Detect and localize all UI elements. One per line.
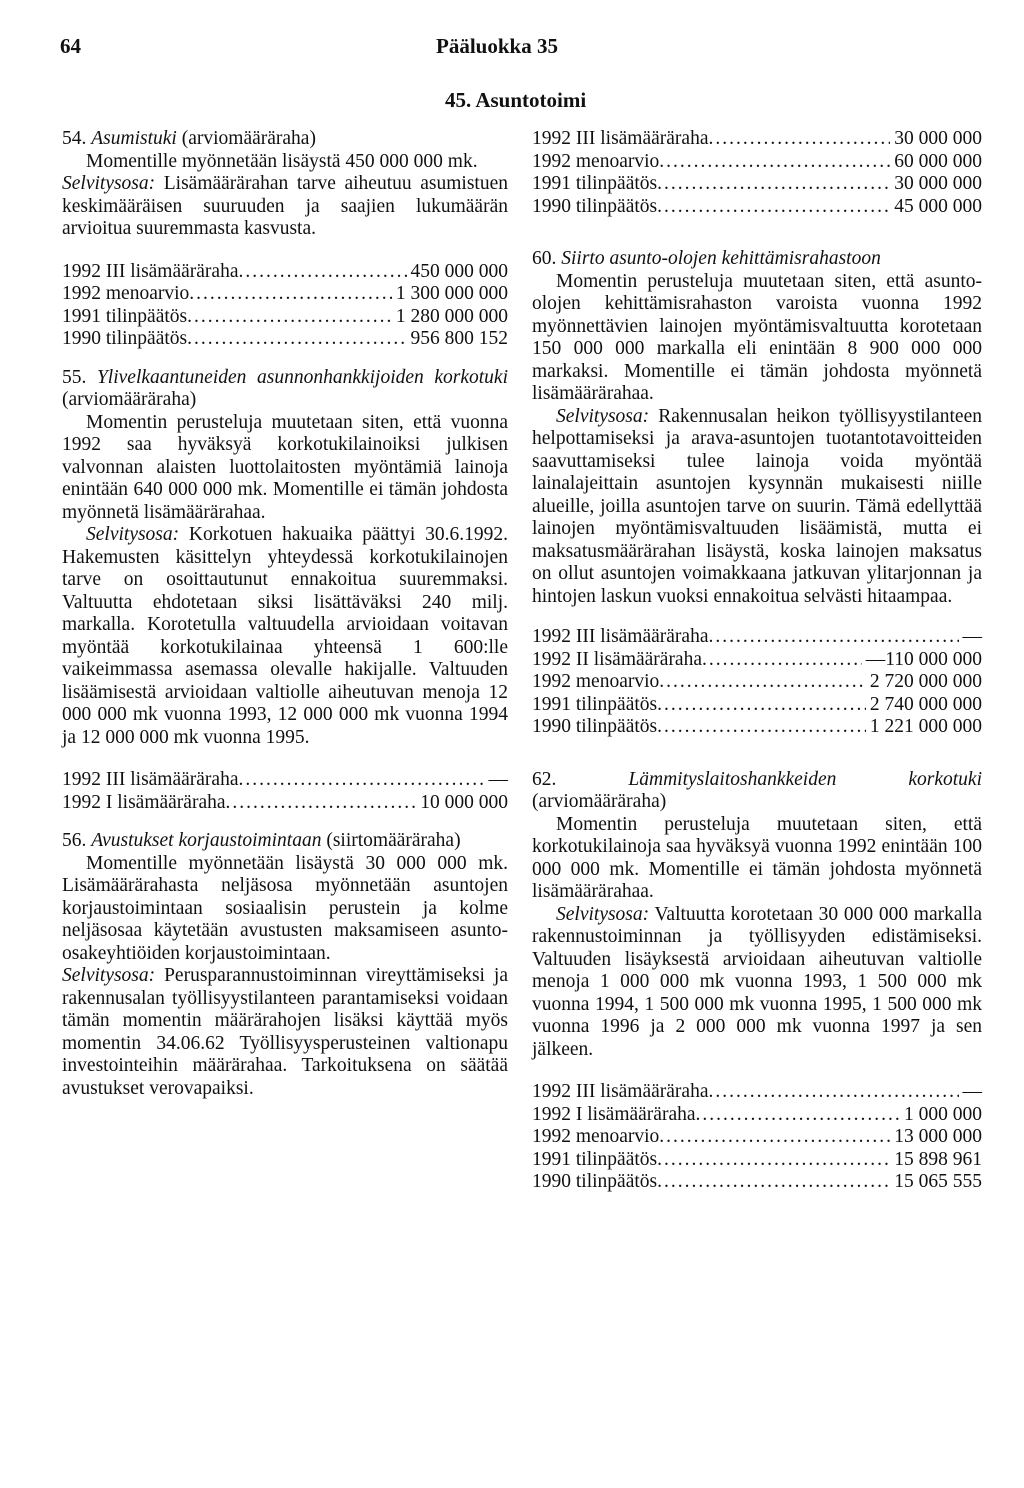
item-number: 62.	[532, 768, 557, 790]
finance-value: —	[962, 626, 982, 647]
finance-value: 2 740 000 000	[869, 693, 982, 715]
item-number: 56.	[62, 830, 87, 851]
finance-label: 1990 tilinpäätös	[62, 328, 188, 349]
finance-row	[62, 283, 508, 306]
finance-label: 1990 tilinpäätös	[532, 1171, 658, 1192]
finance-row	[532, 1171, 982, 1194]
finance-value: 30 000 000	[894, 128, 982, 149]
selvitys-label: Selvitysosa:	[62, 965, 156, 986]
finance-table	[532, 1081, 982, 1194]
item-number: 54.	[62, 128, 87, 149]
finance-row	[532, 128, 982, 151]
main-class-heading: Pääluokka 35	[436, 34, 558, 58]
finance-label: 1991 tilinpäätös	[62, 305, 188, 327]
dot-leader	[657, 1149, 890, 1172]
finance-label: 1991 tilinpäätös	[532, 173, 658, 194]
finance-label: 1992 menoarvio	[532, 671, 660, 692]
finance-label: 1992 III lisämääräraha	[62, 769, 239, 790]
finance-value: 1 300 000 000	[395, 283, 508, 304]
finance-value: 15 898 961	[894, 1148, 982, 1170]
finance-value: 13 000 000	[894, 1126, 982, 1147]
selvitys-text: Korkotuen hakuaika päättyi 30.6.1992. Hakemusten käsittelyn yhteydessä korkotukilainojen tarve on osoittautunut ennakoitua suuremmaksi. Valtuutta ehdotetaan siksi lisättäväksi 240 milj. markalla. Korotetulla valtuudella arvioidaan voitavan myöntää korkotukilainaa yhteensä 1 600:lle vaikeimmassa asemassa olevalle hakijalle. Valtuuden lisäämisestä arvioidaan valtiolle aiheutuvan menoja 12 000 000 mk vuonna 1993, 12 000 000 mk vuonna 1994 ja 12 000 000 mk vuonna 1995.	[62, 524, 508, 748]
finance-row	[532, 173, 982, 196]
finance-row	[532, 716, 982, 739]
dot-leader	[657, 173, 890, 196]
finance-label: 1992 III lisämääräraha	[62, 260, 239, 282]
item-56-text: Momentille myönnetään lisäystä 30 000 000 mk. Lisämäärärahasta neljäsosa myönnetään asuntojen korjaustoimintaan sosiaalisin perustein ja kolme neljäsosaa käytetään avustusten maksamiseen asunto-osakeyhtiöiden korjaustoimintaan.	[62, 852, 508, 964]
item-56-selvitys	[62, 965, 508, 1100]
finance-value: 45 000 000	[894, 195, 982, 217]
item-title: Lämmityslaitoshankkeiden korkotuki	[628, 768, 983, 790]
finance-label: 1991 tilinpäätös	[532, 1148, 658, 1170]
selvitys-text: Perusparannustoiminnan vireyttämiseksi ja rakennusalan työllisyystilanteen parantamiseksi voidaan tämän momentin määrärahojen lisäksi käyttää myös momentin 34.06.62 Työllisyysperusteinen valtionapu investointeihin määrärahaa. Tarkoituksena on säätää avustukset verovapaiksi.	[62, 965, 508, 1099]
finance-table	[532, 626, 982, 739]
finance-row	[532, 151, 982, 174]
finance-row	[532, 649, 982, 672]
selvitys-text: Valtuutta korotetaan 30 000 000 markalla rakennustoiminnan ja työllisyyden edistämiseksi. Valtuuden lisäyksestä arvioidaan aiheutuvan valtiolle menoja 1 000 000 mk vuonna 1993, 1 500 000 mk vuonna 1994, 1 500 000 mk vuonna 1995, 1 500 000 mk vuonna 1996 ja 2 000 000 mk vuonna 1997 ja sen jälkeen.	[532, 903, 982, 1060]
finance-row	[62, 306, 508, 329]
finance-value: 956 800 152	[410, 328, 508, 349]
dot-leader	[239, 769, 485, 792]
dot-leader	[696, 1104, 900, 1127]
dot-leader	[702, 649, 862, 672]
dot-leader	[657, 1171, 890, 1194]
item-60	[532, 248, 982, 739]
finance-label: 1992 III lisämääräraha	[532, 626, 709, 647]
item-62-heading	[532, 769, 982, 814]
dot-leader	[187, 306, 392, 329]
item-56-heading	[62, 830, 508, 853]
finance-value: 1 221 000 000	[869, 716, 982, 737]
item-62	[532, 769, 982, 1194]
section-heading: 45. Asuntotoimi	[445, 88, 587, 112]
finance-label: 1990 tilinpäätös	[532, 195, 658, 217]
dot-leader	[709, 626, 959, 649]
selvitys-label: Selvitysosa:	[62, 173, 156, 194]
item-60-text: Momentin perusteluja muutetaan siten, että asunto-olojen kehittämisrahaston varoista vuonna 1992 myönnettävien lainojen myöntämisvaltuutta korotetaan 150 000 000 markalla eli enintään 8 900 000 000 markaksi. Momentille ei tämän johdosta myönnetä lisämäärärahaa.	[532, 270, 982, 404]
finance-row	[62, 261, 508, 284]
item-title: Siirto asunto-olojen kehittämisrahastoon	[561, 248, 881, 269]
dot-leader	[709, 128, 891, 151]
finance-value: 10 000 000	[420, 791, 508, 813]
finance-row	[532, 1126, 982, 1149]
item-title: Avustukset korjaustoimintaan	[91, 830, 322, 851]
selvitys-label: Selvitysosa:	[86, 524, 180, 545]
item-55	[62, 367, 508, 815]
item-60-heading	[532, 248, 982, 271]
selvitys-label: Selvitysosa:	[556, 903, 650, 925]
finance-value: 1 000 000	[904, 1103, 982, 1125]
finance-label: 1992 II lisämääräraha	[532, 648, 702, 670]
finance-value: —	[488, 769, 508, 790]
item-type: (arviomääräraha)	[176, 128, 316, 149]
dot-leader	[187, 328, 406, 351]
finance-row	[532, 694, 982, 717]
item-number: 60.	[532, 248, 557, 269]
finance-row	[532, 196, 982, 219]
finance-label: 1990 tilinpäätös	[532, 716, 658, 737]
finance-value: 15 065 555	[894, 1171, 982, 1192]
selvitys-text: Rakennusalan heikon työllisyystilanteen helpottamiseksi ja arava-asuntojen tuotantotavoitteiden saavuttamiseksi tulee lainoja voida myöntää lainalajeittain asuntojen kysynnän mukaisesti niille alueille, joilla asuntojen tarve on suurin. Tämä edellyttää lainojen myöntämisvaltuuden lisäämistä, mutta ei maksatusmäärärahan lisäystä, koska lainojen maksatus on ollut asuntojen voimakkaana jatkuvan ylitarjonnan ja hintojen laskun vuoksi ennakoitua selvästi hitaampaa.	[532, 405, 982, 607]
dot-leader	[226, 792, 417, 815]
finance-value: —110 000 000	[865, 648, 982, 670]
item-62-text: Momentin perusteluja muutetaan siten, että korkotukilainoja saa hyväksyä vuonna 1992 enintään 100 000 000 mk. Momentille ei tämän johdosta myönnetä lisämäärärahaa.	[532, 813, 982, 902]
finance-label: 1991 tilinpäätös	[532, 693, 658, 715]
dot-leader	[659, 151, 890, 174]
finance-row	[532, 1104, 982, 1127]
finance-value: 2 720 000 000	[869, 671, 982, 692]
item-55-heading	[62, 367, 508, 412]
finance-value: 60 000 000	[894, 150, 982, 172]
page-number: 64	[60, 34, 81, 58]
item-54	[62, 128, 508, 351]
finance-row	[532, 1149, 982, 1172]
finance-value: 450 000 000	[410, 260, 508, 282]
item-55-selvitys	[62, 524, 508, 749]
finance-label: 1992 I lisämääräraha	[62, 791, 226, 813]
finance-label: 1992 menoarvio	[62, 283, 190, 304]
selvitys-label: Selvitysosa:	[556, 405, 650, 427]
item-54-heading	[62, 128, 508, 151]
finance-row	[532, 1081, 982, 1104]
dot-leader	[709, 1081, 959, 1104]
item-54-text: Momentille myönnetään lisäystä 450 000 000 mk.	[86, 150, 478, 172]
item-type: (siirtomääräraha)	[321, 830, 461, 851]
finance-table	[62, 769, 508, 814]
item-type: (arviomääräraha)	[532, 791, 667, 812]
finance-table-56	[532, 128, 982, 218]
dot-leader	[239, 261, 407, 284]
item-54-selvitys	[62, 173, 508, 241]
dot-leader	[657, 716, 866, 739]
finance-row	[532, 626, 982, 649]
item-62-selvitys	[532, 904, 982, 1062]
item-55-text: Momentin perusteluja muutetaan siten, että vuonna 1992 saa hyväksyä korkotukilainoiksi julkisen valvonnan alaisten luottolaitosten myöntämiä lainoja enintään 640 000 000 mk. Momentille ei tämän johdosta myönnetä lisämäärärahaa.	[62, 411, 508, 523]
dot-leader	[659, 671, 866, 694]
finance-label: 1992 menoarvio	[532, 1126, 660, 1147]
right-column	[532, 128, 982, 1194]
finance-value: —	[962, 1081, 982, 1102]
finance-row	[62, 769, 508, 792]
finance-table	[62, 261, 508, 351]
selvitys-text: Lisämäärärahan tarve aiheutuu asumistuen keskimääräisen suuruuden ja saajien lukumäärän arvioitua suuremmasta kasvusta.	[62, 173, 508, 239]
dot-leader	[189, 283, 392, 306]
item-title: Ylivelkaantuneiden asunnonhankkijoiden korkotuki	[96, 366, 509, 388]
dot-leader	[659, 1126, 890, 1149]
left-column	[62, 128, 508, 1100]
item-number: 55.	[62, 366, 87, 388]
item-56	[62, 830, 508, 1100]
dot-leader	[657, 196, 890, 219]
dot-leader	[657, 694, 866, 717]
finance-label: 1992 I lisämääräraha	[532, 1103, 696, 1125]
finance-label: 1992 III lisämääräraha	[532, 1081, 709, 1102]
finance-label: 1992 menoarvio	[532, 150, 660, 172]
item-title: Asumistuki	[91, 128, 177, 149]
item-60-selvitys	[532, 406, 982, 609]
finance-row	[62, 792, 508, 815]
finance-row	[532, 671, 982, 694]
item-type: (arviomääräraha)	[62, 389, 197, 410]
finance-row	[62, 328, 508, 351]
finance-label: 1992 III lisämääräraha	[532, 128, 709, 149]
finance-value: 30 000 000	[894, 173, 982, 194]
finance-value: 1 280 000 000	[395, 305, 508, 327]
